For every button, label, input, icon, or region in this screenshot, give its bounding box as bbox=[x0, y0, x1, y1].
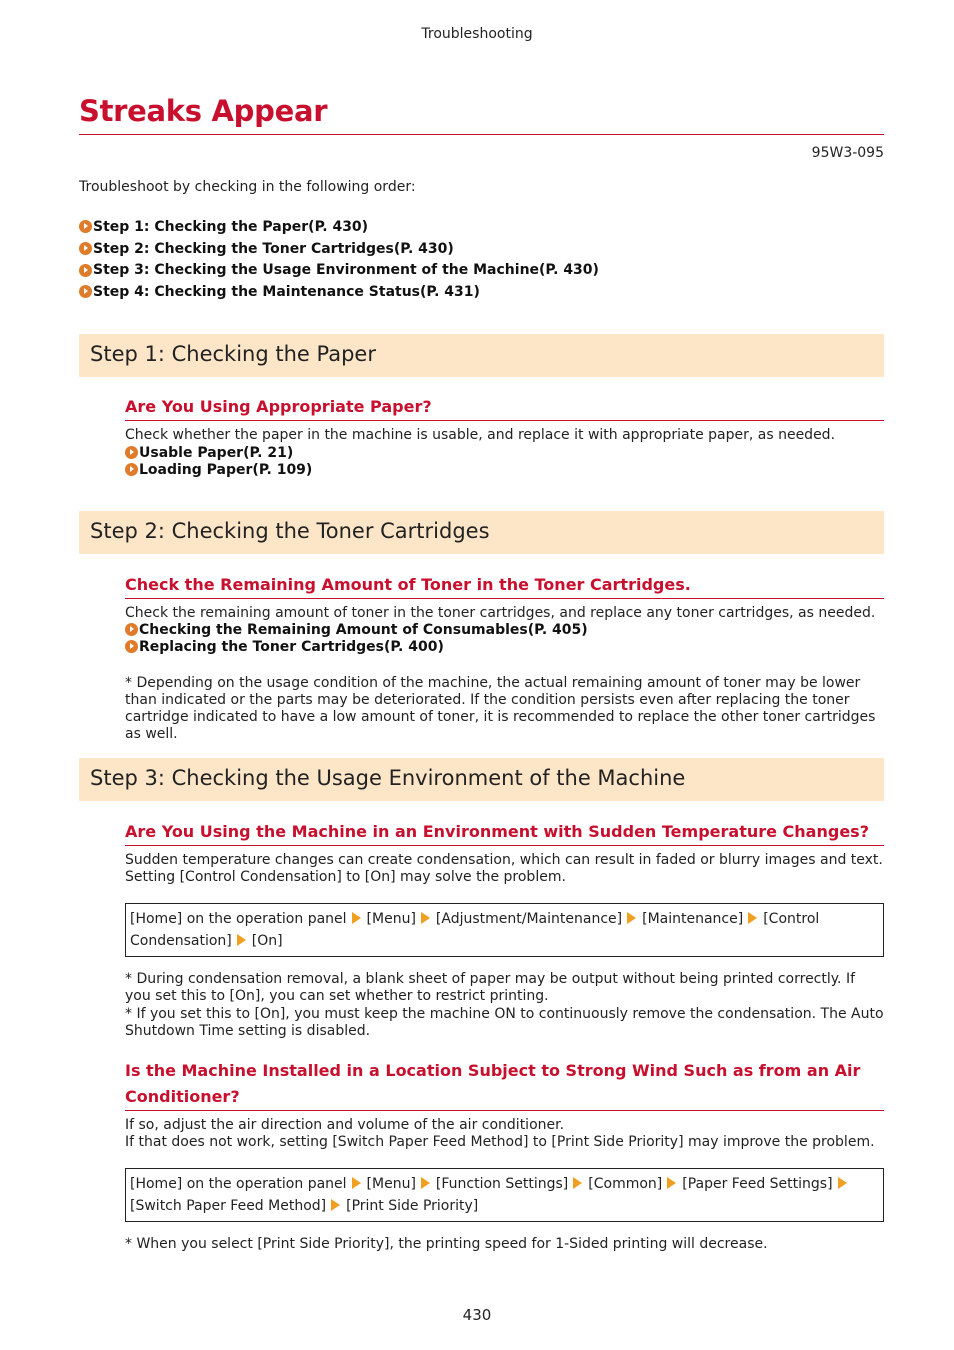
procedure-path-paper-feed bbox=[125, 1168, 884, 1222]
section-heading-label: Step 1: Checking the Paper bbox=[90, 342, 376, 366]
document-code: 95W3-095 bbox=[811, 145, 884, 161]
link-label: Loading Paper(P. 109) bbox=[139, 461, 313, 478]
toc-link-step4[interactable] bbox=[79, 281, 599, 303]
running-header: Troubleshooting bbox=[421, 26, 533, 42]
page-title: Streaks Appear bbox=[79, 94, 328, 128]
paragraph: Check whether the paper in the machine is usable, and replace it with appropriate paper, as needed. bbox=[125, 427, 836, 443]
triangle-right-icon bbox=[667, 1177, 676, 1189]
toc-link-label: Step 4: Checking the Maintenance Status(P. 431) bbox=[93, 283, 480, 300]
link-label: Replacing the Toner Cartridges(P. 400) bbox=[139, 638, 444, 655]
link-remaining-consumables[interactable] bbox=[125, 621, 588, 638]
section-heading-label: Step 2: Checking the Toner Cartridges bbox=[90, 519, 490, 543]
link-label: Checking the Remaining Amount of Consumables(P. 405) bbox=[139, 621, 588, 638]
paragraph: If so, adjust the air direction and volume of the air conditioner. bbox=[125, 1117, 565, 1133]
toc-link-label: Step 3: Checking the Usage Environment of the Machine(P. 430) bbox=[93, 262, 599, 279]
arrow-circle-icon bbox=[125, 446, 138, 459]
arrow-circle-icon bbox=[79, 242, 92, 255]
path-step: [Home] on the operation panel bbox=[130, 911, 347, 927]
path-step: [Switch Paper Feed Method] bbox=[130, 1198, 327, 1214]
section-heading-label: Step 3: Checking the Usage Environment of the Machine bbox=[90, 766, 686, 790]
toc-link-step3[interactable] bbox=[79, 259, 599, 281]
sub-heading-paper: Are You Using Appropriate Paper? bbox=[125, 394, 884, 421]
link-label: Usable Paper(P. 21) bbox=[139, 444, 294, 461]
toc-list bbox=[79, 216, 599, 303]
arrow-circle-icon bbox=[79, 264, 92, 277]
note-text: * Depending on the usage condition of the machine, the actual remaining amount of toner may be lower than indicated or the parts may be deteriorated. If the condition persists even after replacing the toner cartridge indicated to have a low amount of toner, it is recommended to replace the other toner cartridges as well. bbox=[125, 675, 876, 742]
triangle-right-icon bbox=[627, 912, 636, 924]
procedure-path-condensation bbox=[125, 903, 884, 957]
section-heading-step3 bbox=[79, 758, 884, 801]
arrow-circle-icon bbox=[79, 220, 92, 233]
page-number: 430 bbox=[462, 1306, 492, 1324]
path-step: [Control Condensation] bbox=[130, 911, 820, 949]
toc-link-label: Step 1: Checking the Paper(P. 430) bbox=[93, 218, 369, 235]
paragraph: Setting [Control Condensation] to [On] may solve the problem. bbox=[125, 869, 566, 885]
path-step: [Menu] bbox=[366, 911, 416, 927]
section-heading-step2 bbox=[79, 511, 884, 554]
link-list bbox=[125, 444, 312, 478]
intro-text: Troubleshoot by checking in the following order: bbox=[79, 179, 416, 195]
path-step: [Adjustment/Maintenance] bbox=[435, 911, 623, 927]
sub-heading-toner: Check the Remaining Amount of Toner in the Toner Cartridges. bbox=[125, 572, 884, 599]
triangle-right-icon bbox=[237, 934, 246, 946]
paragraph: Sudden temperature changes can create condensation, which can result in faded or blurry images and text. bbox=[125, 852, 883, 868]
toc-link-step1[interactable] bbox=[79, 216, 599, 238]
link-usable-paper[interactable] bbox=[125, 444, 312, 461]
triangle-right-icon bbox=[421, 1177, 430, 1189]
arrow-circle-icon bbox=[79, 285, 92, 298]
arrow-circle-icon bbox=[125, 463, 138, 476]
path-step: [Maintenance] bbox=[642, 911, 744, 927]
path-step: [Paper Feed Settings] bbox=[682, 1176, 833, 1192]
path-step: [Print Side Priority] bbox=[346, 1198, 479, 1214]
link-list bbox=[125, 621, 588, 655]
link-loading-paper[interactable] bbox=[125, 461, 312, 478]
triangle-right-icon bbox=[421, 912, 430, 924]
paragraph: Check the remaining amount of toner in the toner cartridges, and replace any toner cartridges, as needed. bbox=[125, 605, 876, 621]
toc-link-step2[interactable] bbox=[79, 238, 599, 260]
section-heading-step1 bbox=[79, 334, 884, 377]
note-text: * During condensation removal, a blank sheet of paper may be output without being printed correctly. If you set this to [On], you can set whether to restrict printing. bbox=[125, 971, 856, 1004]
path-step: [On] bbox=[251, 933, 283, 949]
arrow-circle-icon bbox=[125, 640, 138, 653]
sub-heading-strong-wind: Is the Machine Installed in a Location Subject to Strong Wind Such as from an Air Conditioner? bbox=[125, 1058, 884, 1111]
paragraph: If that does not work, setting [Switch Paper Feed Method] to [Print Side Priority] may improve the problem. bbox=[125, 1134, 875, 1150]
arrow-circle-icon bbox=[125, 623, 138, 636]
path-step: [Common] bbox=[588, 1176, 663, 1192]
triangle-right-icon bbox=[352, 1177, 361, 1189]
toc-link-label: Step 2: Checking the Toner Cartridges(P. 430) bbox=[93, 240, 454, 257]
link-replacing-toner[interactable] bbox=[125, 638, 588, 655]
sub-heading-temperature: Are You Using the Machine in an Environment with Sudden Temperature Changes? bbox=[125, 819, 884, 846]
triangle-right-icon bbox=[838, 1177, 847, 1189]
note-text: * When you select [Print Side Priority], the printing speed for 1-Sided printing will decrease. bbox=[125, 1236, 768, 1252]
title-rule bbox=[79, 134, 884, 135]
path-step: [Home] on the operation panel bbox=[130, 1176, 347, 1192]
triangle-right-icon bbox=[573, 1177, 582, 1189]
path-step: [Function Settings] bbox=[435, 1176, 569, 1192]
triangle-right-icon bbox=[331, 1199, 340, 1211]
triangle-right-icon bbox=[748, 912, 757, 924]
path-step: [Menu] bbox=[366, 1176, 416, 1192]
note-text: * If you set this to [On], you must keep the machine ON to continuously remove the condensation. The Auto Shutdown Time setting is disabled. bbox=[125, 1006, 884, 1039]
triangle-right-icon bbox=[352, 912, 361, 924]
